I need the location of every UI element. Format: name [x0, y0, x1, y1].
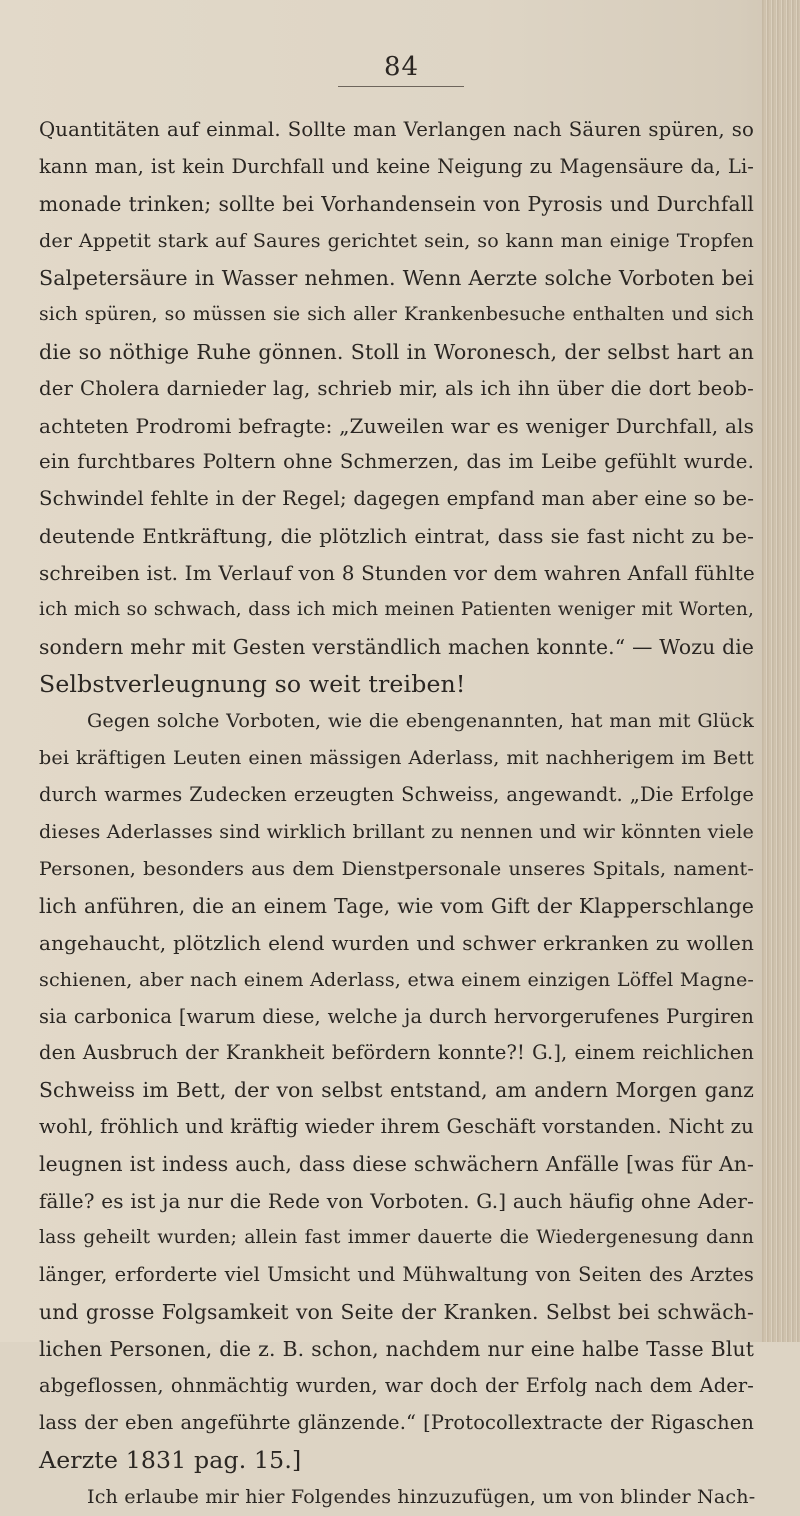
text-line: sondern mehr mit Gesten verständlich machen konnte.“ — Wozu die — [39, 635, 754, 660]
page-edge-shadow — [762, 0, 800, 1342]
text-line: und grosse Folgsamkeit von Seite der Kranken. Selbst bei schwäch- — [39, 1300, 754, 1324]
text-line: dieses Aderlasses sind wirklich brillant zu nennen und wir könnten viele — [39, 819, 754, 843]
paragraph-start-line: Ich erlaube mir hier Folgendes hinzuzufügen, um von blinder Nach- — [87, 1484, 756, 1508]
paragraph-start-line: Gegen solche Vorboten, wie die ebengenannten, hat man mit Glück — [87, 709, 754, 732]
paragraph-end-line: Selbstverleugnung so weit treiben! — [39, 670, 466, 699]
text-line: Schwindel fehlte in der Regel; dagegen empfand man aber eine so be- — [39, 487, 754, 511]
paragraph-end-line: Aerzte 1831 pag. 15.] — [39, 1445, 302, 1474]
text-line: ich mich so schwach, dass ich mich meinen Patienten weniger mit Worten, — [39, 599, 754, 621]
text-line: durch warmes Zudecken erzeugten Schweiss, angewandt. „Die Erfolge — [39, 782, 754, 806]
text-line: bei kräftigen Leuten einen mässigen Aderlass, mit nachherigem im Bett — [39, 745, 754, 769]
text-line: wohl, fröhlich und kräftig wieder ihrem Geschäft vorstanden. Nicht zu — [39, 1115, 754, 1139]
page-number: 84 — [384, 52, 420, 82]
header-rule — [338, 86, 464, 87]
text-line: schienen, aber nach einem Aderlass, etwa einem einzigen Löffel Magne- — [39, 967, 754, 991]
text-line: sich spüren, so müssen sie sich aller Krankenbesuche enthalten und sich — [39, 303, 754, 325]
text-line: den Ausbruch der Krankheit befördern konnte?! G.], einem reichlichen — [39, 1041, 754, 1065]
text-line: lass geheilt wurden; allein fast immer dauerte die Wiedergenesung dann — [39, 1227, 754, 1249]
text-line: der Appetit stark auf Saures gerichtet sein, so kann man einige Tropfen — [39, 228, 754, 252]
text-line: Schweiss im Bett, der von selbst entstand, am andern Morgen ganz — [39, 1078, 754, 1103]
text-line: deutende Entkräftung, die plötzlich eintrat, dass sie fast nicht zu be- — [39, 524, 754, 549]
text-line: Quantitäten auf einmal. Sollte man Verlangen nach Säuren spüren, so — [39, 118, 754, 141]
text-line: lichen Personen, die z. B. schon, nachdem nur eine halbe Tasse Blut — [39, 1336, 754, 1361]
text-line: angehaucht, plötzlich elend wurden und schwer erkranken zu wollen — [39, 930, 754, 955]
text-line: Personen, besonders aus dem Dienstpersonale unseres Spitals, nament- — [39, 856, 754, 880]
text-line: kann man, ist kein Durchfall und keine Neigung zu Magensäure da, Li- — [39, 154, 754, 178]
text-line: länger, erforderte viel Umsicht und Mühwaltung von Seiten des Arztes — [39, 1263, 754, 1287]
text-line: achteten Prodromi befragte: „Zuweilen war es weniger Durchfall, als — [39, 413, 754, 438]
text-line: ein furchtbares Poltern ohne Schmerzen, das im Leibe gefühlt wurde. — [39, 450, 754, 474]
text-line: abgeflossen, ohnmächtig wurden, war doch der Erfolg nach dem Ader- — [39, 1373, 754, 1397]
text-line: leugnen ist indess auch, dass diese schwächern Anfälle [was für An- — [39, 1152, 754, 1177]
text-line: lich anführen, die an einem Tage, wie vom Gift der Klapperschlange — [39, 893, 754, 918]
body-text — [39, 112, 754, 1516]
text-line: die so nöthige Ruhe gönnen. Stoll in Woronesch, der selbst hart an — [39, 339, 754, 364]
text-line: lass der eben angeführte glänzende.“ [Protocollextracte der Rigaschen — [39, 1410, 754, 1434]
text-line: fälle? es ist ja nur die Rede von Vorboten. G.] auch häufig ohne Ader- — [39, 1189, 754, 1214]
text-line: monade trinken; sollte bei Vorhandensein von Pyrosis und Durchfall — [39, 191, 754, 216]
text-line: schreiben ist. Im Verlauf von 8 Stunden vor dem wahren Anfall fühlte — [39, 561, 755, 586]
text-line: der Cholera darnieder lag, schrieb mir, als ich ihn über die dort beob- — [39, 376, 754, 400]
text-line: Salpetersäure in Wasser nehmen. Wenn Aerzte solche Vorboten bei — [39, 265, 754, 290]
text-line: sia carbonica [warum diese, welche ja durch hervorgerufenes Purgiren — [39, 1004, 754, 1028]
